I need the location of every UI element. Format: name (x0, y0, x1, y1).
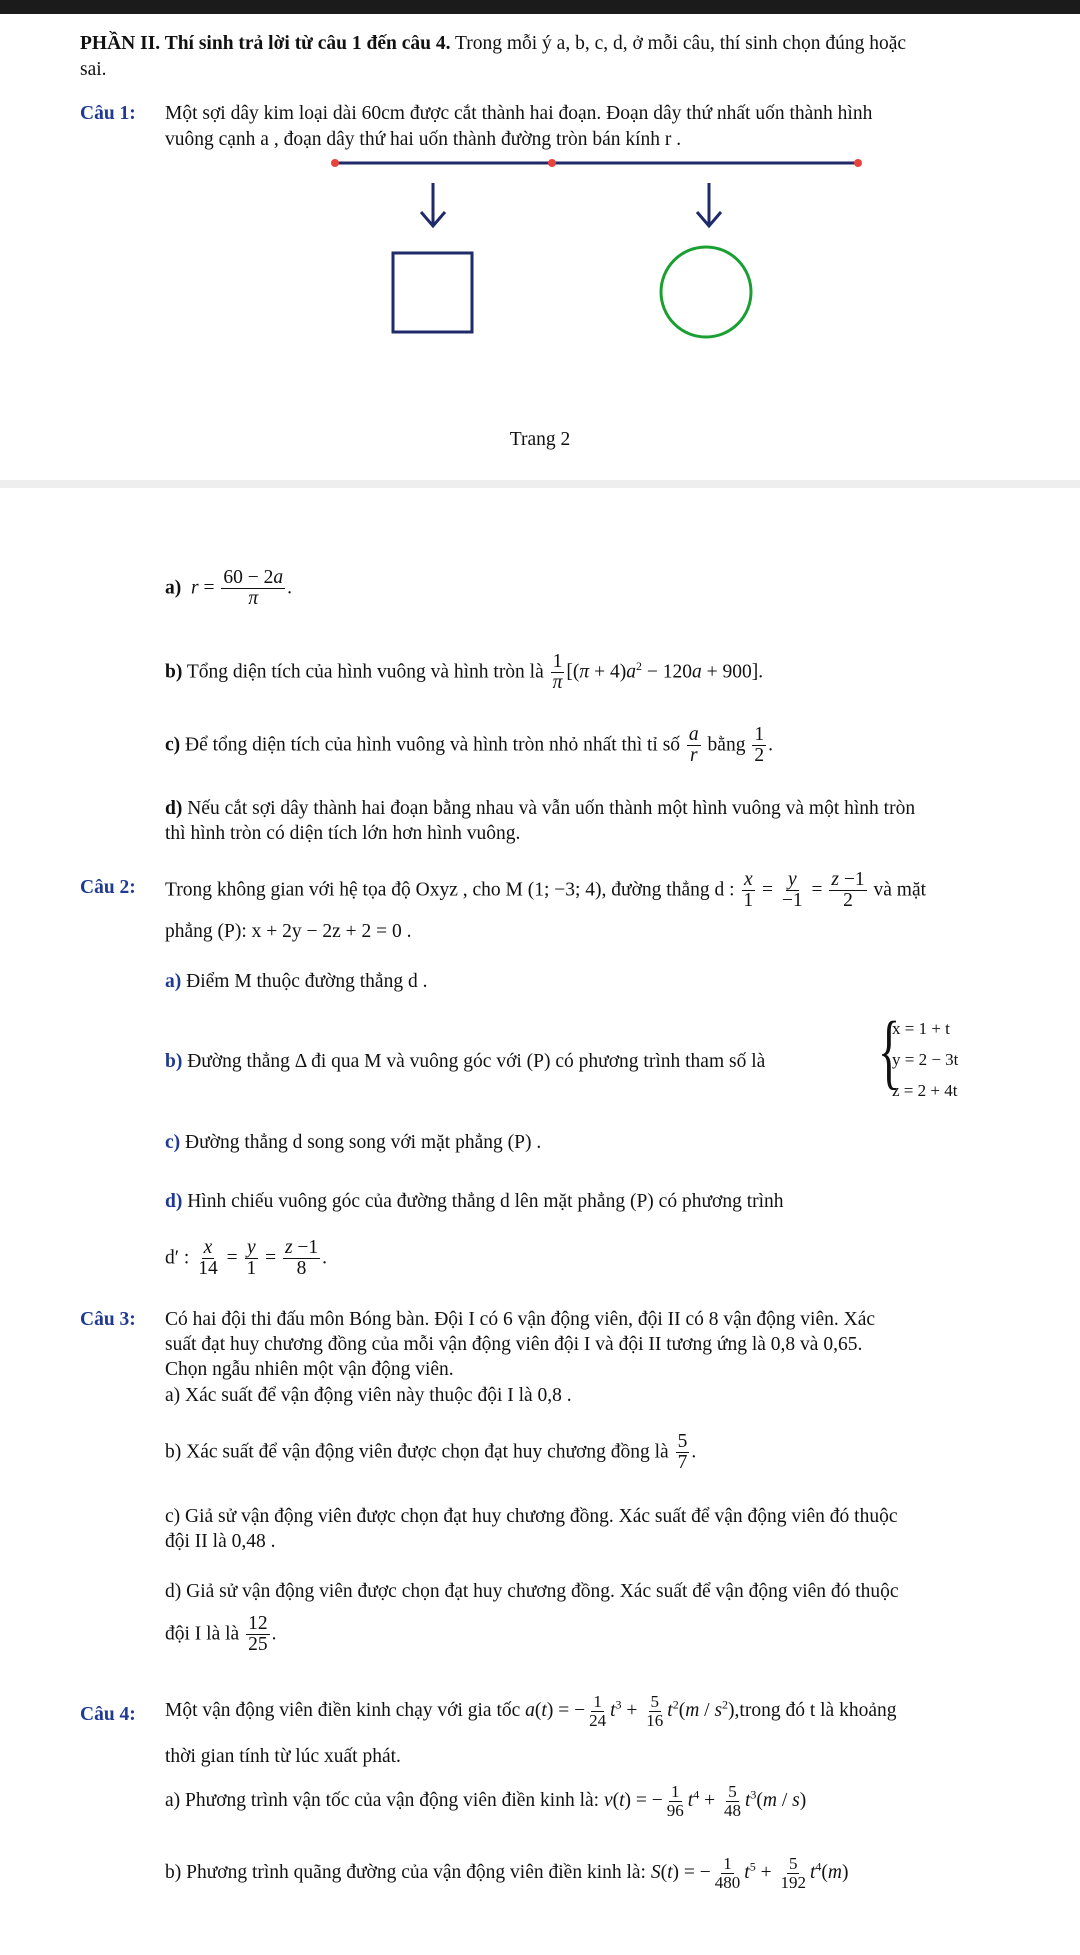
q1-line1: Một sợi dây kim loại dài 60cm được cắt thành hai đoạn. Đoạn dây thứ nhất uốn thành hình (165, 103, 873, 124)
q4-line1: Một vận động viên điền kinh chạy với gia tốc a(t) = − $\frac{1}{24}$ $t^3$ + $\frac{5}{16}$ $t^2(m$ / $s^2),trong$ đó t là khoảng (165, 1692, 897, 1730)
q2-brace: { (878, 1005, 901, 1098)
square-shape (393, 253, 472, 332)
q1-option-d-line2: thì hình tròn có diện tích lớn hơn hình vuông. (165, 823, 521, 844)
q1-option-c: c) Để tổng diện tích của hình vuông và hình tròn nhỏ nhất thì tỉ số $\frac{a}{r}$ bằng $\frac{1}{2}$ . (165, 724, 773, 767)
q1-option-b: b) Tổng diện tích của hình vuông và hình tròn là $\frac{1}{\pi}$ $[(\pi + 4)a^2 - 120a + 900]$. (165, 651, 764, 694)
q3-line2: suất đạt huy chương đồng của mỗi vận động viên đội I và đội II tương ứng là 0,8 và 0,65. (165, 1334, 863, 1355)
q3-option-c: c) Giả sử vận động viên được chọn đạt huy chương đồng. Xác suất để vận động viên đó thuộc (165, 1506, 898, 1527)
wire-end-left (331, 159, 339, 167)
page-footer: Trang 2 (509, 429, 571, 450)
q4-line2: thời gian tính từ lúc xuất phát. (165, 1746, 401, 1767)
q2-option-c: c) Đường thẳng d song song với mặt phẳng (P) . (165, 1132, 542, 1153)
q3-line1: Có hai đội thi đấu môn Bóng bàn. Đội I có 6 vận động viên, đội II có 8 vận động viên. Xác (165, 1309, 875, 1330)
q3-line3: Chọn ngẫu nhiên một vận động viên. (165, 1359, 454, 1380)
q2-sys-z: z = 2 + 4t (892, 1081, 958, 1100)
wire-end-right (854, 159, 862, 167)
q1-option-d: d) Nếu cắt sợi dây thành hai đoạn bằng nhau và vẫn uốn thành một hình vuông và một hình tròn (165, 798, 916, 819)
q3-option-d-line2: đội I là là $\frac{12}{25}$ . (165, 1613, 277, 1656)
q3-option-d: d) Giả sử vận động viên được chọn đạt huy chương đồng. Xác suất để vận động viên đó thuộc (165, 1581, 899, 1602)
q3-option-c-line2: đội II là 0,48 . (165, 1531, 276, 1552)
q4-label: Câu 4: (80, 1704, 136, 1725)
part-heading-line2: sai. (80, 59, 107, 80)
q1-label: Câu 1: (80, 103, 136, 124)
q4-option-a: a) Phương trình vận tốc của vận động viên điền kinh là: v(t) = − $\frac{1}{96}$ $t^4$ + $\frac{5}{48}$ $t^3(m / s)$ (165, 1782, 807, 1820)
q2-label: Câu 2: (80, 877, 136, 898)
q2-option-b: b) Đường thẳng Δ đi qua M và vuông góc với (P) có phương trình tham số là (165, 1051, 766, 1072)
q3-option-a: a) Xác suất để vận động viên này thuộc đội I là 0,8 . (165, 1385, 572, 1406)
q2-line1: Trong không gian với hệ tọa độ Oxyz , cho M (1; −3; 4), đường thẳng d : $\frac{x}{1}$ = $\frac{y}{-1}$ = $\frac{z -1}{2}$ và mặt (165, 869, 927, 912)
q3-option-b: b) Xác suất để vận động viên được chọn đạt huy chương đồng là $\frac{5}{7}$ . (165, 1431, 697, 1474)
page-separator (0, 480, 1080, 488)
wire-diagram (0, 0, 1080, 480)
q2-option-a: a) Điểm M thuộc đường thẳng d . (165, 971, 428, 992)
q2-option-d: d) Hình chiếu vuông góc của đường thẳng d lên mặt phẳng (P) có phương trình (165, 1191, 784, 1212)
q2-line2: phẳng (P): x + 2y − 2z + 2 = 0 . (165, 921, 412, 942)
part-heading: PHẦN II. Thí sinh trả lời từ câu 1 đến câu 4. Trong mỗi ý a, b, c, d, ở mỗi câu, thí sinh chọn đúng hoặc (80, 33, 907, 54)
q3-label: Câu 3: (80, 1309, 136, 1330)
q1-option-a: a) r = $\frac{60 - 2a}{\pi}$ . (165, 567, 292, 610)
q4-option-b: b) Phương trình quãng đường của vận động viên điền kinh là: S(t) = − $\frac{1}{480}$ $t^5$ + $\frac{5}{192}$ $t^4(m)$ (165, 1854, 849, 1892)
wire-cut-point (548, 159, 556, 167)
q2-sys-y: y = 2 − 3t (892, 1050, 959, 1069)
q2-sys-x: x = 1 + t (892, 1019, 950, 1038)
q1-line2: vuông cạnh a , đoạn dây thứ hai uốn thành đường tròn bán kính r . (165, 129, 682, 150)
q2-option-d-eq: d′ : $\frac{x}{14}$ = $\frac{y}{1}$ = $\frac{z -1}{8}$ . (165, 1237, 328, 1280)
circle-shape (661, 247, 751, 337)
